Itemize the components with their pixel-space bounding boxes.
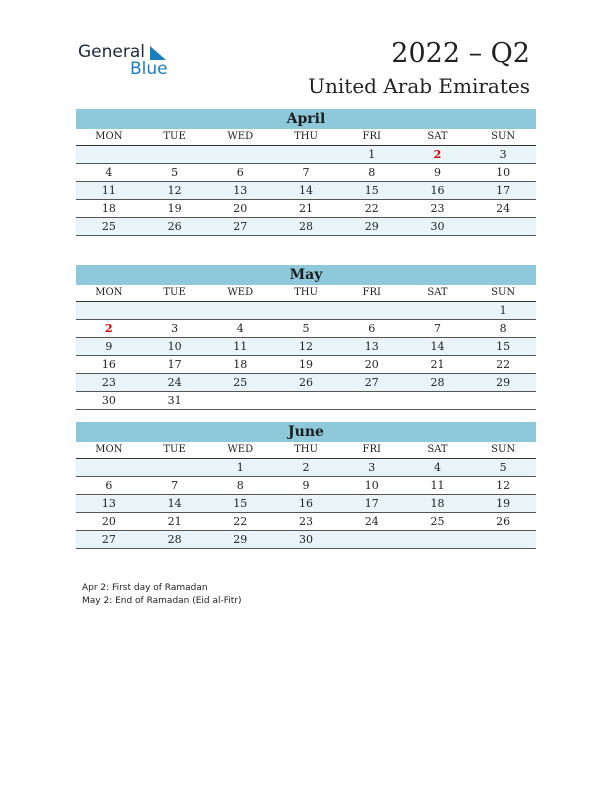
- day-cell: 2: [302, 461, 310, 474]
- day-cell: 8: [236, 479, 244, 492]
- day-cell: 12: [299, 340, 314, 353]
- day-cell: 29: [364, 220, 379, 233]
- logo-text-general: General: [78, 42, 145, 62]
- weekday-header-row: [76, 129, 536, 146]
- day-cell: 18: [430, 497, 445, 510]
- day-cell: 23: [430, 202, 445, 215]
- day-cell: 10: [364, 479, 379, 492]
- weekday-label: SUN: [491, 131, 516, 142]
- day-cell: 26: [496, 515, 511, 528]
- day-cell: 16: [430, 184, 445, 197]
- day-cell: 14: [430, 340, 445, 353]
- weekday-label: MON: [95, 131, 123, 142]
- day-cell: 6: [105, 479, 113, 492]
- day-cell: 2: [105, 322, 113, 335]
- day-cell: [76, 459, 142, 476]
- day-cell: 30: [430, 220, 445, 233]
- month-title: May: [76, 265, 536, 285]
- day-cell: [273, 392, 339, 409]
- day-cell: 9: [105, 340, 113, 353]
- day-cell: 9: [433, 166, 441, 179]
- day-cell: 25: [101, 220, 116, 233]
- week-row: [76, 356, 536, 374]
- holiday-note: May 2: End of Ramadan (Eid al-Fitr): [82, 596, 242, 606]
- week-row: [76, 495, 536, 513]
- day-cell: 13: [233, 184, 248, 197]
- weekday-label: MON: [95, 444, 123, 455]
- day-cell: 3: [171, 322, 179, 335]
- day-cell: 11: [430, 479, 445, 492]
- day-cell: 20: [101, 515, 116, 528]
- week-row: [76, 182, 536, 200]
- day-cell: 19: [299, 358, 314, 371]
- weekday-header-row: [76, 285, 536, 302]
- day-cell: 24: [496, 202, 511, 215]
- day-cell: [470, 218, 536, 235]
- month-may: [76, 265, 536, 410]
- day-cell: 2: [433, 148, 442, 161]
- day-cell: 21: [430, 358, 445, 371]
- weekday-label: THU: [294, 131, 318, 142]
- logo: [78, 42, 178, 82]
- month-april: [76, 109, 536, 236]
- day-cell: 5: [302, 322, 310, 335]
- day-cell: 6: [236, 166, 244, 179]
- day-cell: [142, 302, 208, 319]
- day-cell: 17: [496, 184, 511, 197]
- day-cell: 18: [233, 358, 248, 371]
- week-row: [76, 200, 536, 218]
- day-cell: 13: [101, 497, 116, 510]
- weekday-label: FRI: [362, 287, 381, 298]
- day-cell: 25: [430, 515, 445, 528]
- weekday-label: WED: [227, 444, 254, 455]
- day-cell: 9: [302, 479, 310, 492]
- day-cell: 3: [499, 148, 507, 161]
- day-cell: 10: [496, 166, 511, 179]
- weekday-label: TUE: [163, 444, 186, 455]
- day-cell: 22: [496, 358, 511, 371]
- day-cell: [207, 392, 273, 409]
- day-cell: 4: [433, 461, 441, 474]
- day-cell: 28: [430, 376, 445, 389]
- day-cell: 4: [236, 322, 244, 335]
- day-cell: 1: [368, 148, 376, 161]
- day-cell: 23: [101, 376, 116, 389]
- weekday-label: SAT: [427, 287, 448, 298]
- week-row: [76, 531, 536, 549]
- day-cell: 20: [233, 202, 248, 215]
- day-cell: 29: [496, 376, 511, 389]
- day-cell: 24: [167, 376, 182, 389]
- day-cell: 19: [167, 202, 182, 215]
- day-cell: 14: [299, 184, 314, 197]
- week-row: [76, 374, 536, 392]
- day-cell: 8: [499, 322, 507, 335]
- day-cell: 16: [299, 497, 314, 510]
- day-cell: [339, 302, 405, 319]
- day-cell: [339, 392, 405, 409]
- day-cell: 17: [167, 358, 182, 371]
- day-cell: [142, 459, 208, 476]
- day-cell: [207, 302, 273, 319]
- day-cell: 30: [101, 394, 116, 407]
- day-cell: 28: [167, 533, 182, 546]
- weekday-label: THU: [294, 444, 318, 455]
- weekday-label: SAT: [427, 131, 448, 142]
- day-cell: 20: [364, 358, 379, 371]
- weekday-label: THU: [294, 287, 318, 298]
- day-cell: 23: [299, 515, 314, 528]
- day-cell: 6: [368, 322, 376, 335]
- week-row: [76, 218, 536, 236]
- day-cell: 11: [233, 340, 248, 353]
- day-cell: 14: [167, 497, 182, 510]
- week-row: [76, 477, 536, 495]
- week-row: [76, 164, 536, 182]
- day-cell: [405, 302, 471, 319]
- day-cell: [273, 146, 339, 163]
- weekday-label: SAT: [427, 444, 448, 455]
- day-cell: 30: [299, 533, 314, 546]
- day-cell: [405, 392, 471, 409]
- month-title: June: [76, 422, 536, 442]
- day-cell: 7: [302, 166, 310, 179]
- day-cell: 27: [364, 376, 379, 389]
- day-cell: 7: [171, 479, 179, 492]
- day-cell: 15: [364, 184, 379, 197]
- day-cell: 28: [299, 220, 314, 233]
- day-cell: 27: [101, 533, 116, 546]
- day-cell: 10: [167, 340, 182, 353]
- day-cell: [405, 531, 471, 548]
- holiday-note: Apr 2: First day of Ramadan: [82, 583, 208, 593]
- day-cell: 7: [433, 322, 441, 335]
- weekday-label: FRI: [362, 444, 381, 455]
- day-cell: 12: [496, 479, 511, 492]
- day-cell: 21: [299, 202, 314, 215]
- week-row: [76, 513, 536, 531]
- weekday-header-row: [76, 442, 536, 459]
- page-title: 2022 – Q2: [391, 38, 530, 69]
- day-cell: 4: [105, 166, 113, 179]
- day-cell: 16: [101, 358, 116, 371]
- week-row: [76, 459, 536, 477]
- day-cell: [470, 392, 536, 409]
- day-cell: 21: [167, 515, 182, 528]
- day-cell: 25: [233, 376, 248, 389]
- day-cell: 31: [167, 394, 182, 407]
- weekday-label: MON: [95, 287, 123, 298]
- day-cell: [207, 146, 273, 163]
- day-cell: 13: [364, 340, 379, 353]
- week-row: [76, 392, 536, 410]
- weekday-label: WED: [227, 287, 254, 298]
- day-cell: 29: [233, 533, 248, 546]
- month-title: April: [76, 109, 536, 129]
- weekday-label: SUN: [491, 287, 516, 298]
- day-cell: 3: [368, 461, 376, 474]
- day-cell: 18: [101, 202, 116, 215]
- day-cell: 5: [499, 461, 507, 474]
- week-row: [76, 338, 536, 356]
- day-cell: 1: [499, 304, 507, 317]
- day-cell: 27: [233, 220, 248, 233]
- day-cell: 24: [364, 515, 379, 528]
- country-name: United Arab Emirates: [308, 74, 530, 98]
- weekday-label: TUE: [163, 287, 186, 298]
- weekday-label: SUN: [491, 444, 516, 455]
- day-cell: 15: [496, 340, 511, 353]
- day-cell: 26: [167, 220, 182, 233]
- day-cell: 1: [236, 461, 244, 474]
- week-row: [76, 320, 536, 338]
- day-cell: [142, 146, 208, 163]
- logo-text-blue: Blue: [130, 59, 168, 79]
- weekday-label: FRI: [362, 131, 381, 142]
- day-cell: 12: [167, 184, 182, 197]
- day-cell: 11: [101, 184, 116, 197]
- week-row: [76, 302, 536, 320]
- day-cell: [470, 531, 536, 548]
- week-row: [76, 146, 536, 164]
- day-cell: 5: [171, 166, 179, 179]
- holiday-notes: [82, 582, 242, 608]
- day-cell: 8: [368, 166, 376, 179]
- month-june: [76, 422, 536, 549]
- day-cell: 22: [364, 202, 379, 215]
- day-cell: 26: [299, 376, 314, 389]
- day-cell: 22: [233, 515, 248, 528]
- day-cell: [273, 302, 339, 319]
- day-cell: [76, 146, 142, 163]
- weekday-label: TUE: [163, 131, 186, 142]
- day-cell: [339, 531, 405, 548]
- day-cell: 17: [364, 497, 379, 510]
- day-cell: 19: [496, 497, 511, 510]
- day-cell: [76, 302, 142, 319]
- day-cell: 15: [233, 497, 248, 510]
- weekday-label: WED: [227, 131, 254, 142]
